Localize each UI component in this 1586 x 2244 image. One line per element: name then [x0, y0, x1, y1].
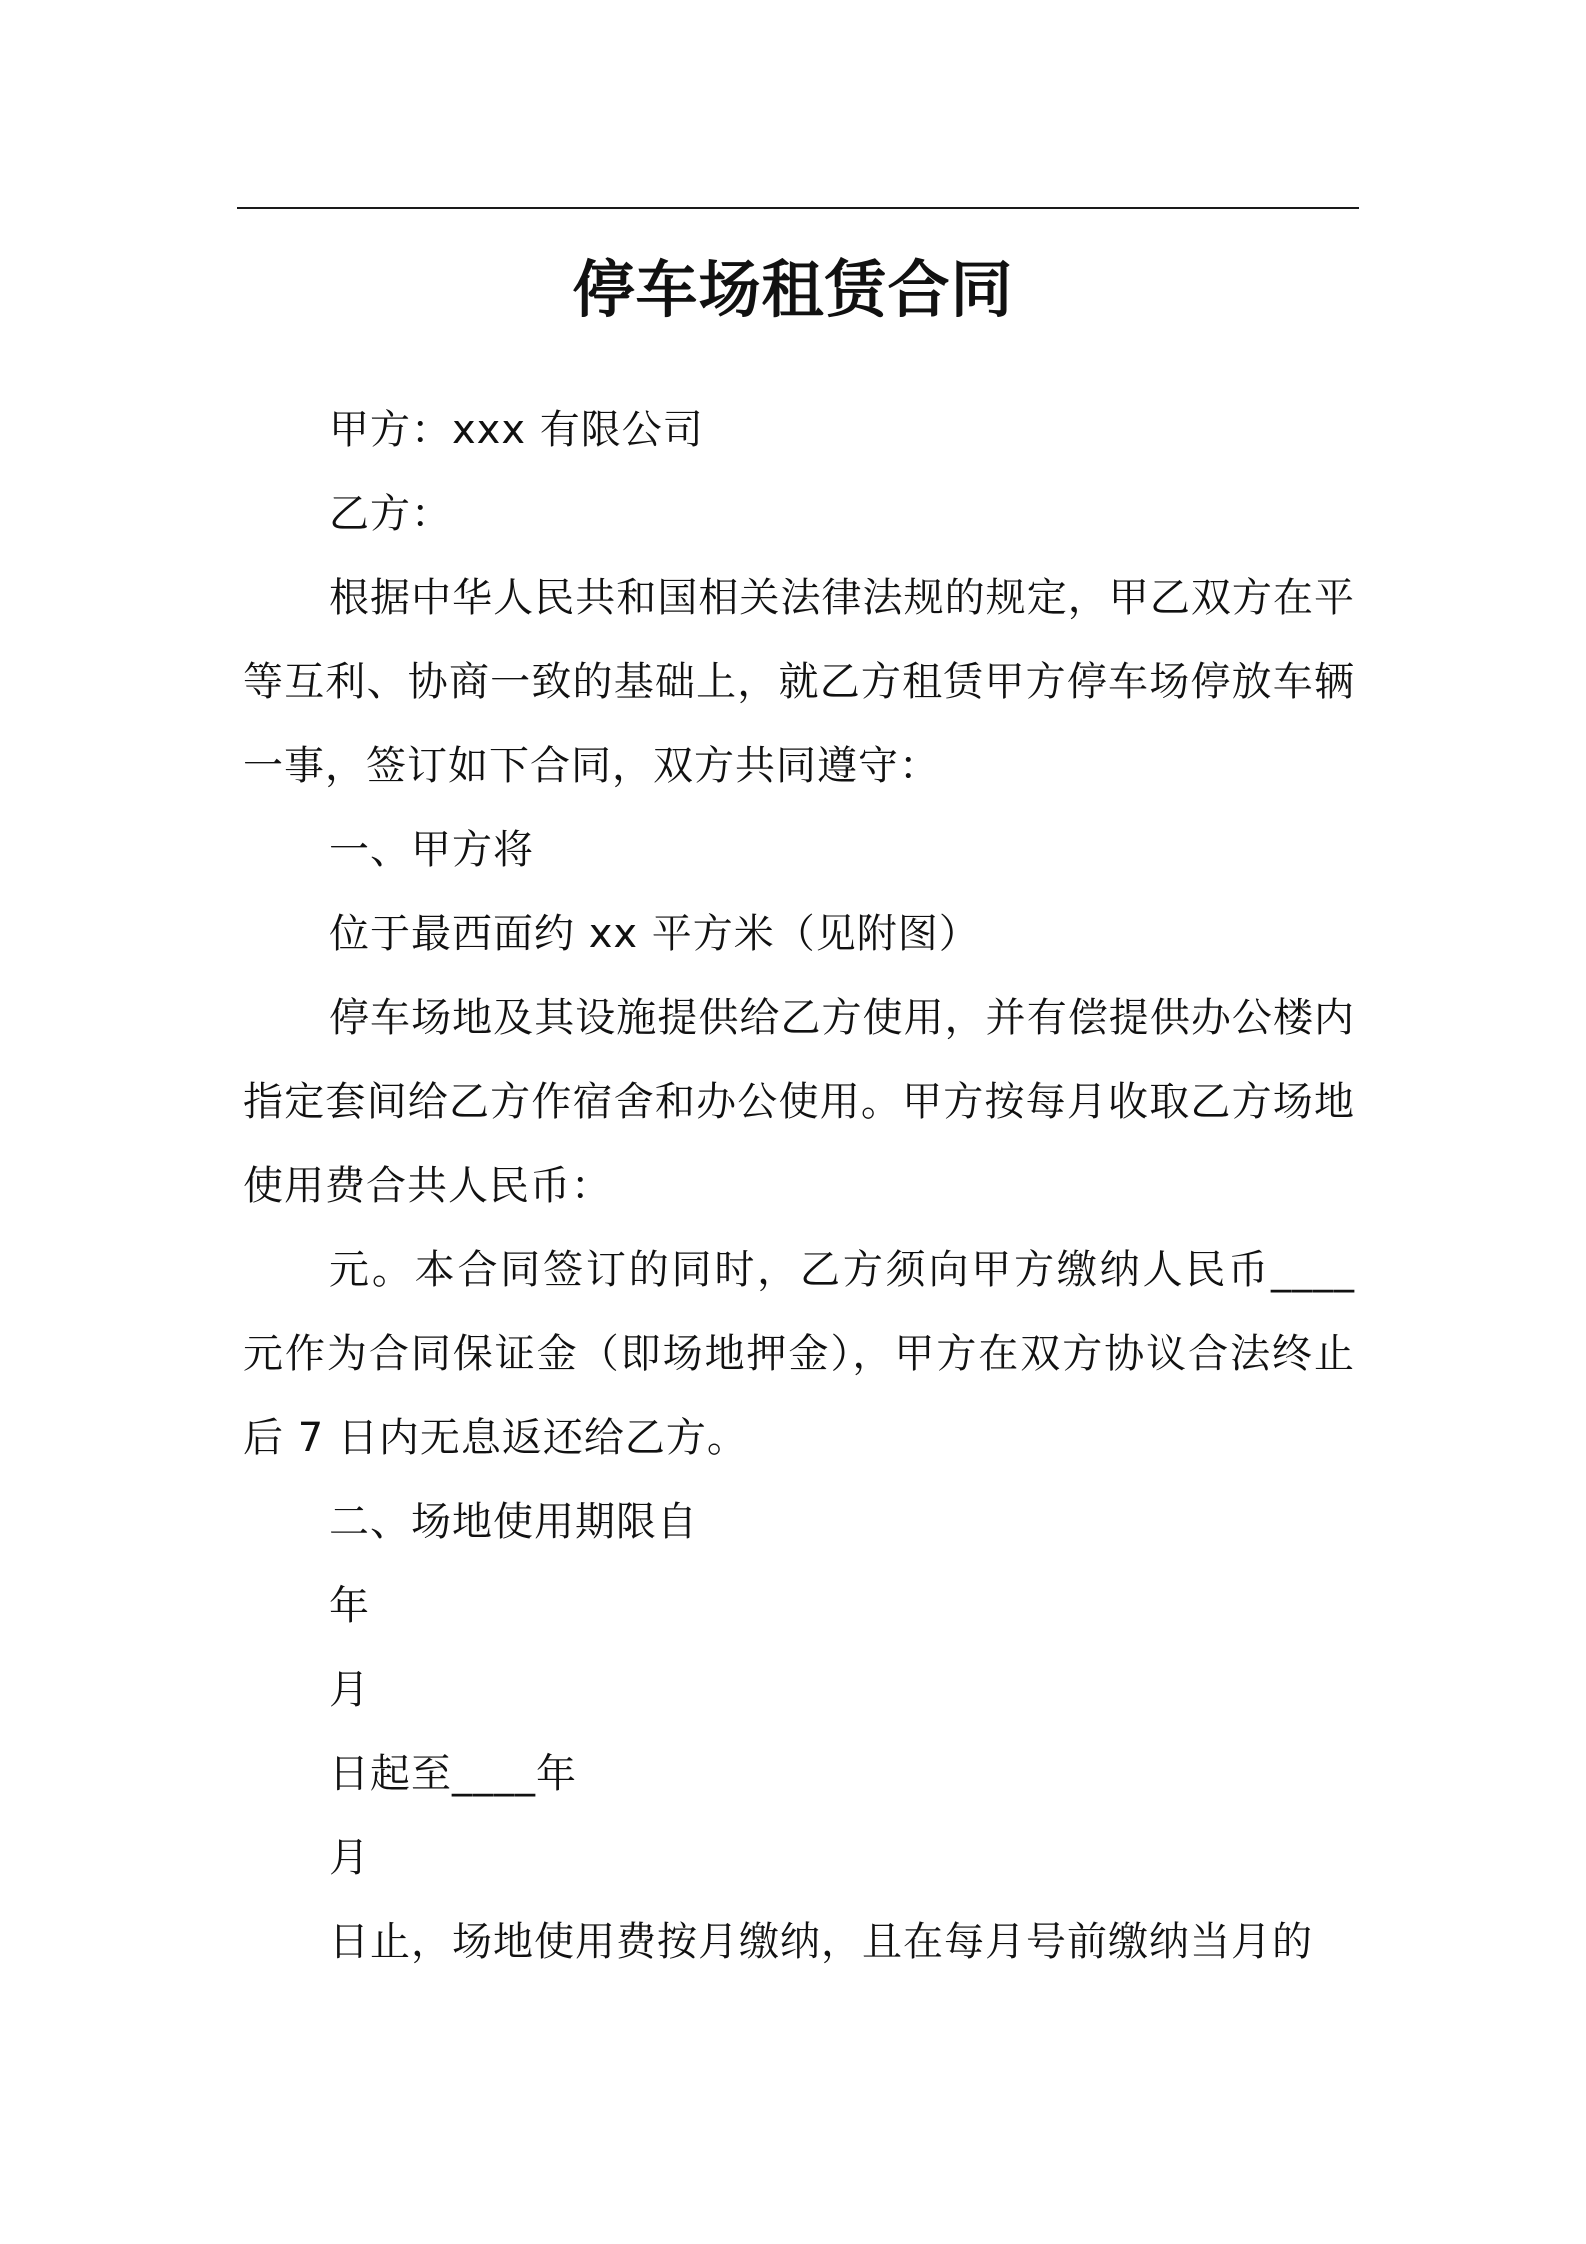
- party-b-line: 乙方：: [329, 491, 452, 537]
- clause-1-provision: 停车场地及其设施提供给乙方使用，并有偿提供办公楼内指定套间给乙方作宿舍和办公使用。甲方按每月收取乙方场地使用费合共人民币：: [243, 995, 1355, 1209]
- clause-2-day-to-year: 日起至____年: [329, 1751, 577, 1797]
- clause-2-year: 年: [329, 1583, 370, 1629]
- clause-2-month-end: 月: [329, 1835, 370, 1881]
- clause-1-location: 位于最西面约 xx 平方米（见附图）: [329, 911, 980, 957]
- clause-2-payment: 日止，场地使用费按月缴纳，且在每月号前缴纳当月的: [329, 1919, 1313, 1965]
- clause-1-heading: 一、甲方将: [329, 827, 534, 873]
- document-title: 停车场租赁合同: [572, 253, 1014, 326]
- party-a-line: 甲方：xxx 有限公司: [329, 407, 704, 453]
- clause-2-heading: 二、场地使用期限自: [329, 1499, 698, 1545]
- document-body: [243, 388, 1355, 1984]
- preamble-paragraph: 根据中华人民共和国相关法律法规的规定，甲乙双方在平等互利、协商一致的基础上，就乙方租赁甲方停车场停放车辆一事，签订如下合同，双方共同遵守：: [243, 575, 1355, 789]
- header-rule: [237, 207, 1359, 209]
- clause-1-deposit: 元。本合同签订的同时，乙方须向甲方缴纳人民币____元作为合同保证金（即场地押金），甲方在双方协议合法终止后 7 日内无息返还给乙方。: [243, 1247, 1355, 1461]
- clause-2-month: 月: [329, 1667, 370, 1713]
